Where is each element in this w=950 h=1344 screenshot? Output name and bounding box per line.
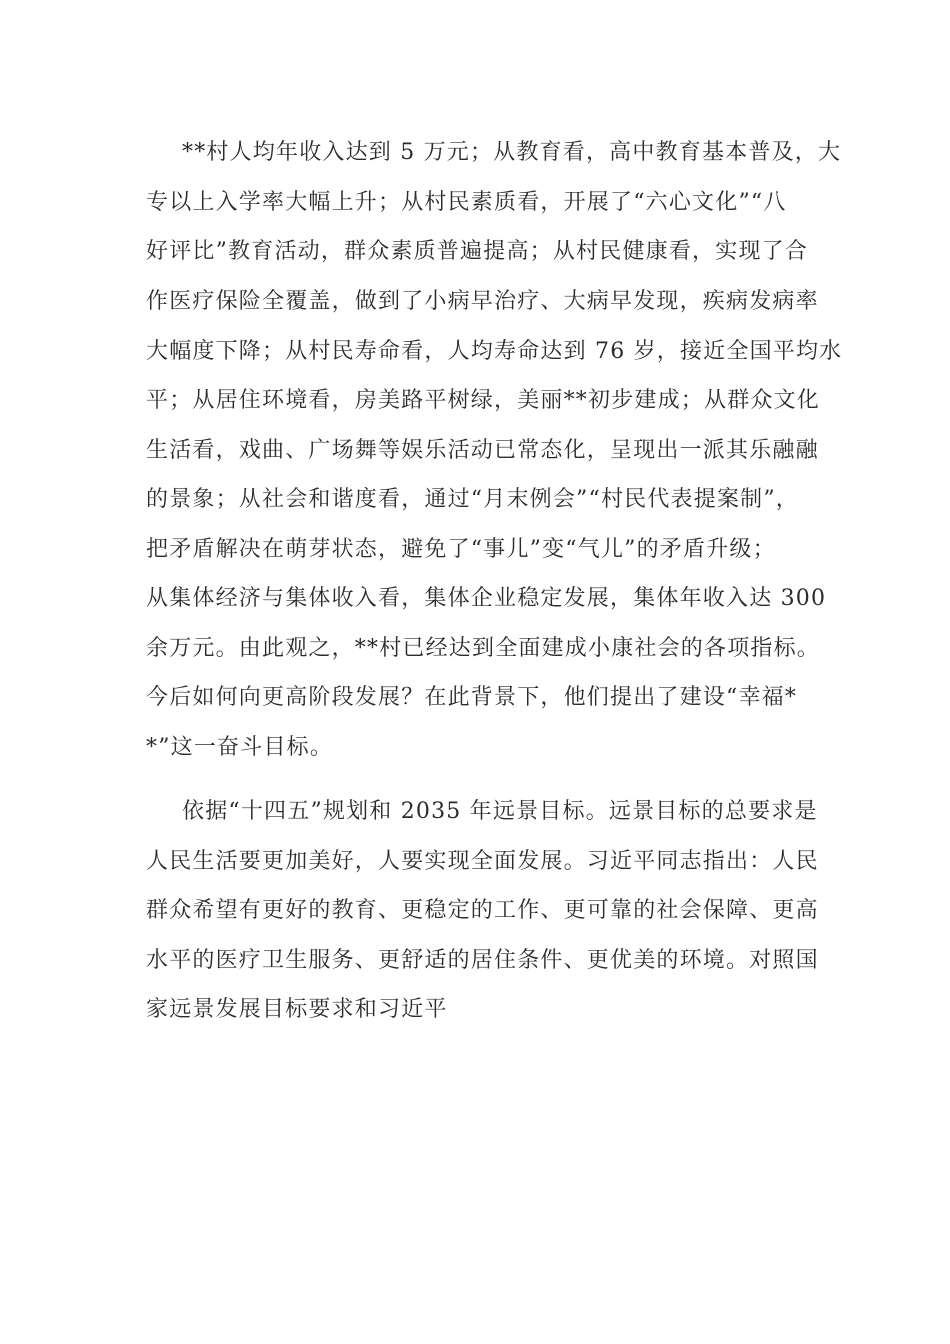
paragraph-1-line-9: 把矛盾解决在萌芽状态，避免了“事儿”变“气儿”的矛盾升级； [146, 537, 776, 562]
paragraph-1-line-1: **村人均年收入达到 5 万元；从教育看，高中教育基本普及，大 [182, 140, 842, 165]
paragraph-2-line-2: 人民生活要更加美好，人要实现全面发展。习近平同志指出：人民 [146, 849, 819, 874]
paragraph-2-line-1: 依据“十四五”规划和 2035 年远景目标。远景目标的总要求是 [182, 799, 818, 824]
paragraph-1-line-8: 的景象；从社会和谐度看，通过“月末例会”“村民代表提案制”， [146, 487, 799, 512]
paragraph-1-line-12: 今后如何向更高阶段发展？在此背景下，他们提出了建设“幸福* [146, 685, 798, 710]
paragraph-2-line-4: 水平的医疗卫生服务、更舒适的居住条件、更优美的环境。对照国 [146, 948, 819, 973]
paragraph-1-line-2: 专以上入学率大幅上升；从村民素质看，开展了“六心文化”“八 [146, 190, 787, 215]
paragraph-1-line-10: 从集体经济与集体收入看，集体企业稳定发展，集体年收入达 300 [146, 586, 827, 611]
paragraph-1-line-4: 作医疗保险全覆盖，做到了小病早治疗、大病早发现，疾病发病率 [146, 289, 819, 314]
paragraph-2-line-3: 群众希望有更好的教育、更稳定的工作、更可靠的社会保障、更高 [146, 898, 819, 923]
paragraph-2-line-5: 家远景发展目标要求和习近平 [146, 997, 448, 1022]
paragraph-1-line-3: 好评比”教育活动，群众素质普遍提高；从村民健康看，实现了合 [146, 239, 809, 264]
paragraph-1-line-11: 余万元。由此观之，**村已经达到全面建成小康社会的各项指标。 [146, 636, 821, 661]
paragraph-1-line-13: *”这一奋斗目标。 [146, 735, 334, 760]
paragraph-1-line-5: 大幅度下降；从村民寿命看，人均寿命达到 76 岁，接近全国平均水 [146, 339, 843, 364]
paragraph-1-line-6: 平；从居住环境看，房美路平树绿，美丽**初步建成；从群众文化 [146, 388, 821, 413]
paragraph-1-line-7: 生活看，戏曲、广场舞等娱乐活动已常态化，呈现出一派其乐融融 [146, 438, 819, 463]
